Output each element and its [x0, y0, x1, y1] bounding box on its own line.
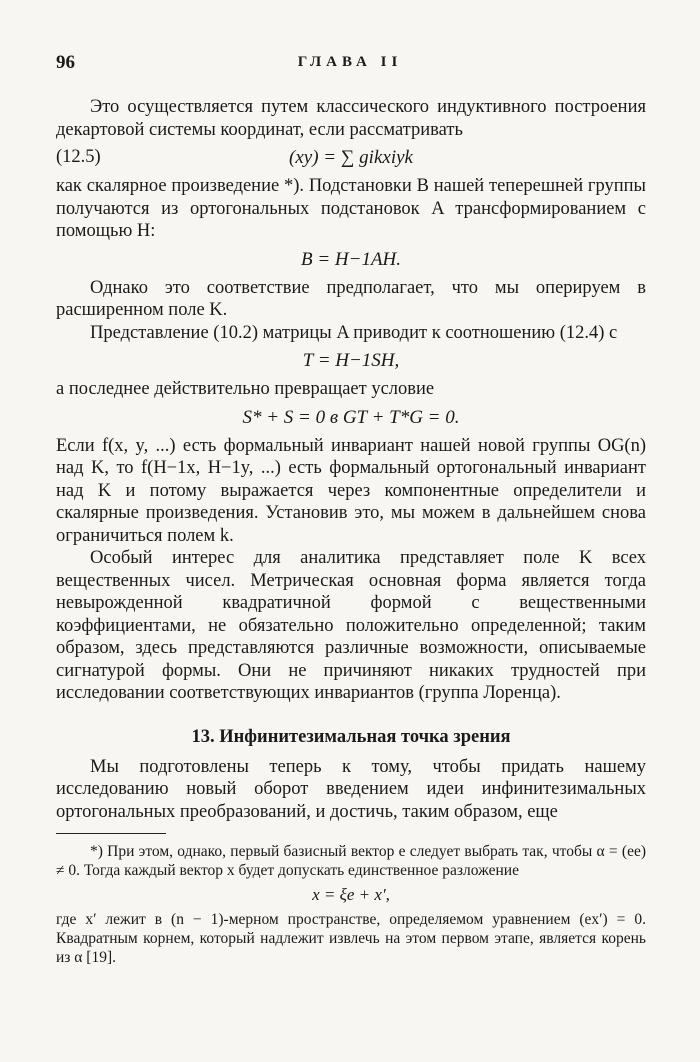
paragraph-2: как скалярное произведение *). Подстановки B нашей теперешней группы получаются из ортогональных подстановок A трансформированием с помощью H: [56, 176, 646, 241]
formula-scalar-product: (xy) = ∑ gikxiyk [289, 147, 413, 168]
formula-b [56, 243, 646, 277]
paragraph-1: Это осуществляется путем классического индуктивного построения декартовой системы координат, если рассматривать [56, 97, 646, 140]
formula-12-5 [56, 141, 646, 175]
paragraph-6: Если f(x, y, ...) есть формальный инвариант нашей новой группы OG(n) над K, то f(H−1x, H−1y, ...) есть формальный ортогональный инвариант над K и потому выражается через компонентные определители и скалярные произведения. Установив это, мы можем в дальнейшем снова ограничиться полем k. [56, 435, 646, 546]
formula-s-text: S* + S = 0 в GT + T*G = 0. [242, 406, 460, 428]
page-number: 96 [56, 52, 75, 73]
paragraph-5: а последнее действительно превращает условие [56, 379, 435, 399]
formula-s [56, 401, 646, 435]
section-title: 13. Инфинитезимальная точка зрения [191, 726, 511, 747]
paragraph-4: Представление (10.2) матрицы A приводит к соотношению (12.4) с [90, 322, 618, 343]
paragraph-7: Особый интерес для аналитика представляет поле K всех вещественных чисел. Метрическая основная форма является тогда невырожденной квадратичной формой с вещественными коэффициентами, не обязательно положительно определенной; таким образом, здесь представляются различные возможности, описываемые сигнатурой формы. Они не причиняют никаких трудностей при исследовании соответствующих инвариантов (группа Лоренца). [56, 548, 646, 703]
formula-b-text: B = H−1AH. [300, 248, 402, 270]
main-text [56, 96, 646, 967]
footnote [56, 842, 646, 967]
footnote-formula [56, 880, 646, 910]
footnote-text-2: где x′ лежит в (n − 1)-мерном пространстве, определяемом уравнением (ex′) = 0. Квадратным корнем, который надлежит извлечь на этом первом этапе, является корень из α [19]. [56, 911, 646, 966]
footnote-divider [56, 833, 166, 834]
formula-t [56, 344, 646, 378]
page-header [0, 52, 700, 78]
footnote-formula-text: x = ξe + x′, [312, 885, 390, 904]
formula-t-text: T = H−1SH, [302, 350, 400, 371]
paragraph-3: Однако это соответствие предполагает, что мы оперируем в расширенном поле K. [56, 277, 646, 320]
footnote-text-1: *) При этом, однако, первый базисный вектор e следует выбрать так, чтобы α = (ee) ≠ 0. Тогда каждый вектор x будет допускать единственное разложение [56, 843, 646, 879]
formula-label: (12.5) [56, 147, 101, 167]
paragraph-8: Мы подготовлены теперь к тому, чтобы придать нашему исследованию новый оборот введением идеи инфинитезимальных ортогональных преобразований, и достичь, таким образом, еще [56, 756, 646, 822]
running-head: ГЛАВА II [297, 54, 403, 70]
